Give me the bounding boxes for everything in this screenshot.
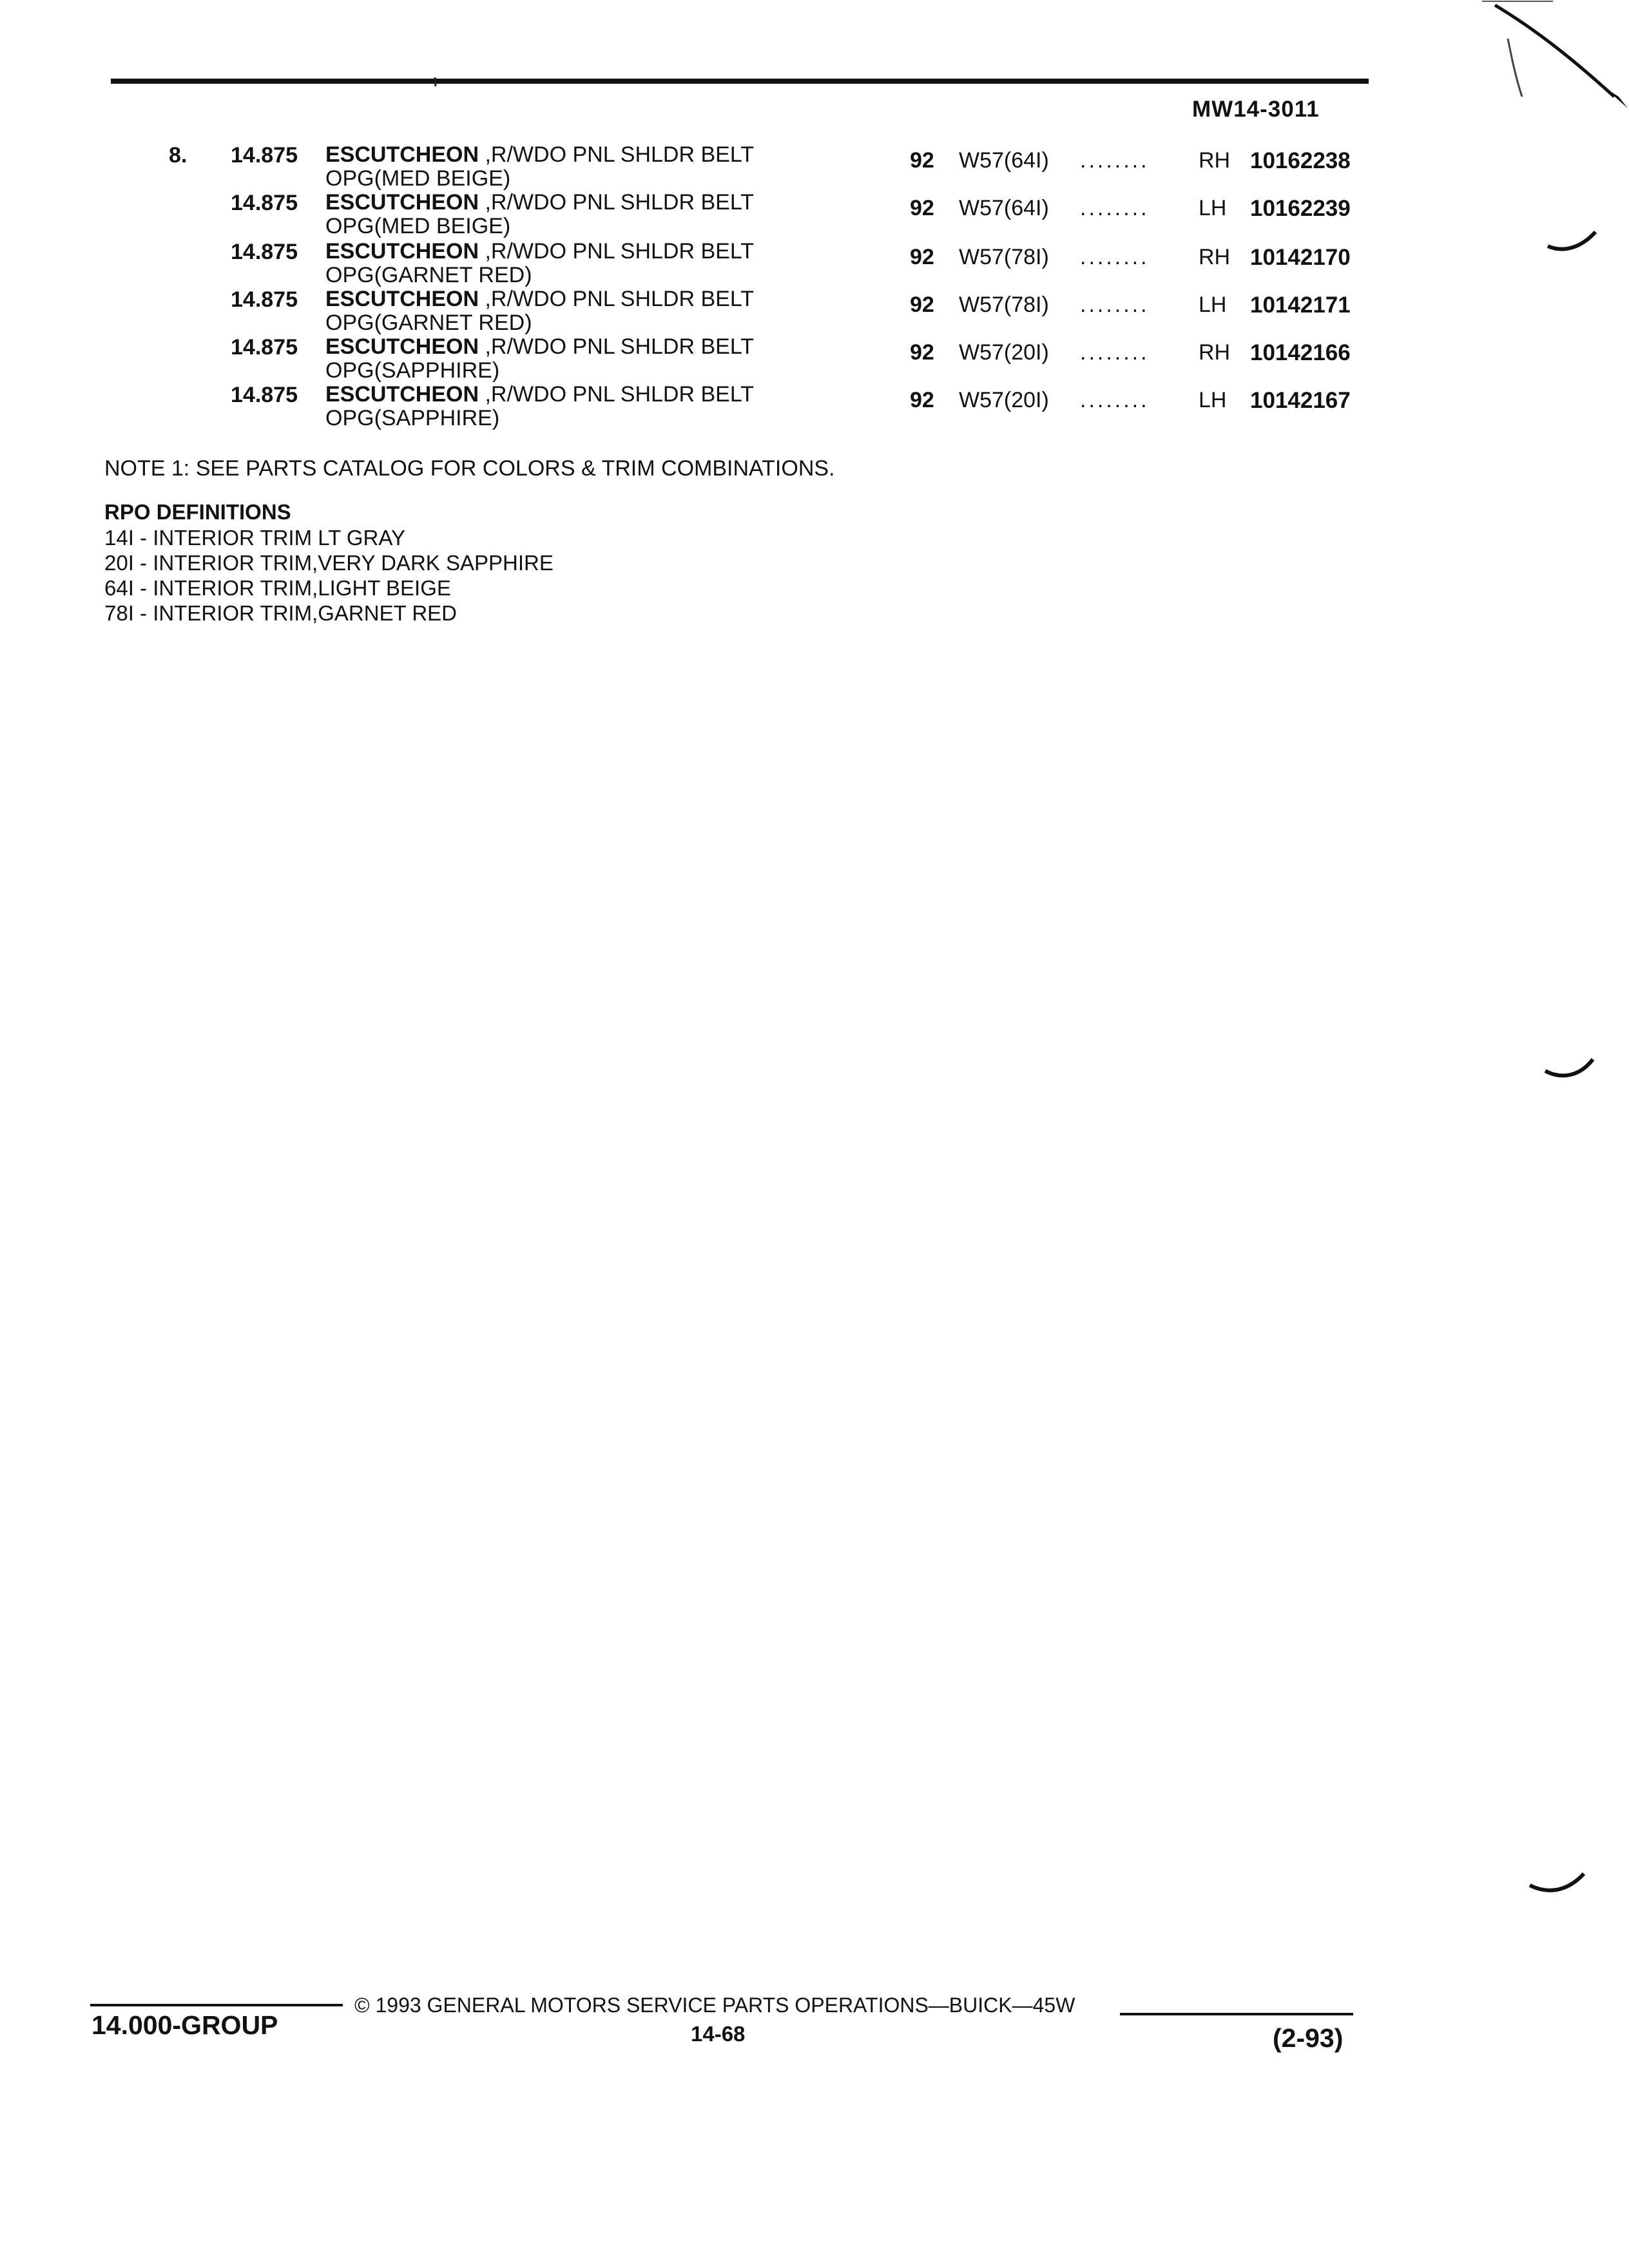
parts-row [0,335,1629,383]
part-side: RH [1199,340,1231,365]
part-quantity: 92 [910,388,934,412]
parts-row [0,287,1629,335]
illustration-ref: 14.875 [231,335,298,360]
part-desc-line1: ,R/WDO PNL SHLDR BELT [479,190,754,215]
part-name: ESCUTCHEON [325,239,479,264]
binder-hole-mark [1544,1057,1595,1085]
footer-page-number: 14-68 [691,2022,746,2046]
footer-rule-right [1120,2013,1353,2015]
part-desc-line1: ,R/WDO PNL SHLDR BELT [479,287,754,311]
part-desc-line2: OPG(SAPPHIRE) [325,406,500,430]
part-desc-line2: OPG(GARNET RED) [325,311,532,335]
part-number: 10142167 [1250,388,1351,413]
footer-copyright: © 1993 GENERAL MOTORS SERVICE PARTS OPERATIONS—BUICK—45W [354,1994,1075,2017]
rpo-definition-line: 64I - INTERIOR TRIM,LIGHT BEIGE [104,576,451,600]
illustration-ref: 14.875 [231,240,298,264]
part-rpo: W57(78I) [959,293,1049,317]
part-quantity: 92 [910,340,934,365]
header-rule [111,79,1369,84]
part-desc-line2: OPG(SAPPHIRE) [325,358,500,383]
illustration-ref: 14.875 [231,287,298,312]
part-name: ESCUTCHEON [325,287,479,311]
part-description [325,240,754,287]
leader-dots: ........ [1080,340,1150,365]
part-side: RH [1199,245,1231,269]
binder-hole-mark [1547,229,1598,255]
part-number: 10162238 [1250,148,1351,173]
part-number: 10142171 [1250,293,1351,318]
part-name: ESCUTCHEON [325,382,479,407]
parts-row [0,191,1629,238]
part-number: 10142166 [1250,340,1351,365]
part-quantity: 92 [910,293,934,317]
part-number: 10162239 [1250,196,1351,221]
scan-speck [432,76,439,89]
part-rpo: W57(20I) [959,388,1049,412]
part-name: ESCUTCHEON [325,142,479,167]
part-quantity: 92 [910,148,934,173]
part-side: LH [1199,293,1227,317]
illustration-ref: 14.875 [231,383,298,407]
part-desc-line1: ,R/WDO PNL SHLDR BELT [479,382,754,407]
part-desc-line1: ,R/WDO PNL SHLDR BELT [479,334,754,359]
part-side: RH [1199,148,1231,173]
rpo-definition-line: 14I - INTERIOR TRIM LT GRAY [104,526,405,550]
illustration-ref: 14.875 [231,191,298,215]
binder-hole-mark [1528,1871,1586,1899]
part-description [325,287,754,335]
rpo-definition-line: 20I - INTERIOR TRIM,VERY DARK SAPPHIRE [104,551,554,575]
part-description [325,335,754,383]
part-number: 10142170 [1250,245,1351,270]
catalog-note: NOTE 1: SEE PARTS CATALOG FOR COLORS & TRIM COMBINATIONS. [104,456,835,481]
part-rpo: W57(64I) [959,148,1049,173]
fold-line-mark [1482,0,1629,142]
parts-row [0,240,1629,287]
leader-dots: ........ [1080,388,1150,412]
rpo-definition-line: 78I - INTERIOR TRIM,GARNET RED [104,601,458,625]
part-desc-line1: ,R/WDO PNL SHLDR BELT [479,142,754,167]
part-rpo: W57(64I) [959,196,1049,220]
part-quantity: 92 [910,245,934,269]
part-side: LH [1199,196,1227,220]
leader-dots: ........ [1080,148,1150,173]
part-quantity: 92 [910,196,934,220]
leader-dots: ........ [1080,196,1150,220]
footer-revision-date: (2-93) [1273,2023,1344,2053]
document-id: MW14-3011 [1192,97,1320,122]
parts-row [0,383,1629,430]
part-rpo: W57(20I) [959,340,1049,365]
part-desc-line2: OPG(MED BEIGE) [325,166,511,191]
part-description [325,383,754,430]
part-rpo: W57(78I) [959,245,1049,269]
part-desc-line1: ,R/WDO PNL SHLDR BELT [479,239,754,264]
part-desc-line2: OPG(MED BEIGE) [325,214,511,238]
item-number: 8. [169,143,188,168]
illustration-ref: 14.875 [231,143,298,168]
footer-group: 14.000-GROUP [92,2010,278,2040]
part-desc-line2: OPG(GARNET RED) [325,263,532,287]
part-description [325,143,754,191]
leader-dots: ........ [1080,245,1150,269]
part-description [325,191,754,238]
part-name: ESCUTCHEON [325,190,479,215]
part-name: ESCUTCHEON [325,334,479,359]
parts-row [0,143,1629,191]
footer-rule-left [90,2004,343,2006]
rpo-definitions-title: RPO DEFINITIONS [104,500,291,524]
leader-dots: ........ [1080,293,1150,317]
part-side: LH [1199,388,1227,412]
